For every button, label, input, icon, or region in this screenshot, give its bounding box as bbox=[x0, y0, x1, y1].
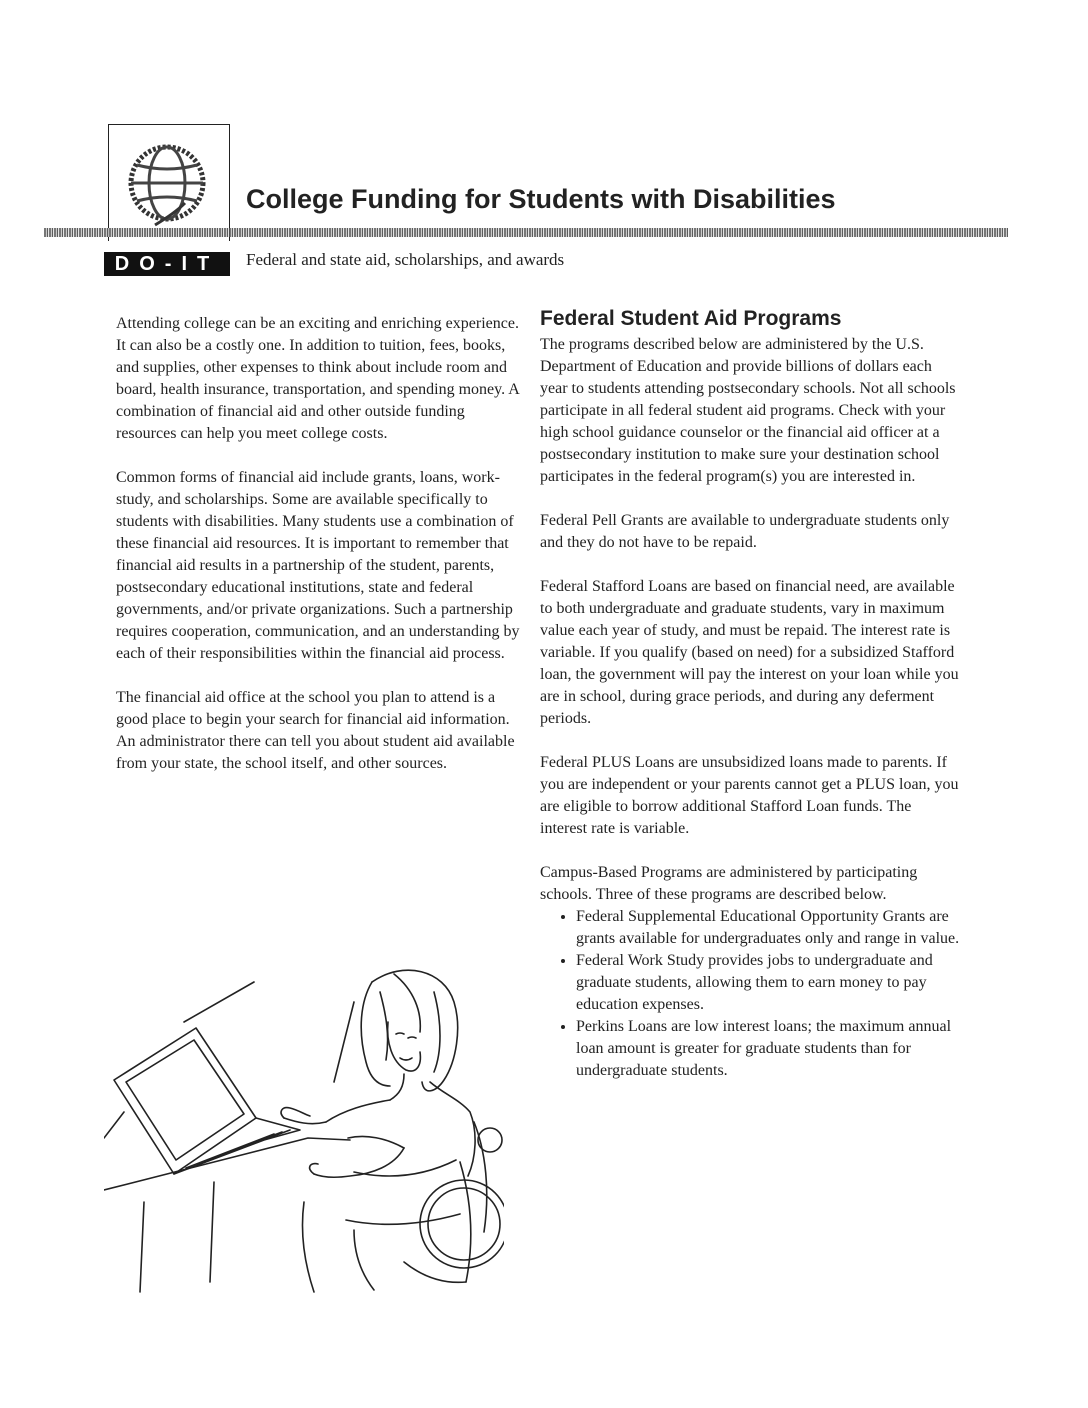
financial-aid-forms-paragraph: Common forms of financial aid include grants, loans, work-study, and scholarships. Some are available specifically to students with disabilities. Many students use a combination of these financial aid resources. It is important to remember that financial aid results in a partnership of the student, parents, postsecondary educational institutions, state and federal governments, and/or private organizations. Such a partnership requires cooperation, communication, and an understanding by each of their responsibilities within the financial aid process. bbox=[116, 469, 520, 662]
programs-intro-paragraph: The programs described below are administered by the U.S. Department of Education and provide billions of dollars each year to students attending postsecondary schools. Not all schools participate in all federal student aid programs. Check with your high school guidance counselor or the financial aid officer at a postsecondary institution to make sure your destination school participates in the federal program(s) you are interested in. bbox=[540, 336, 956, 485]
right-column bbox=[540, 306, 960, 1082]
logo-frame bbox=[108, 124, 230, 241]
pell-grants-lead: Federal Pell Grants bbox=[540, 512, 664, 529]
globe-icon bbox=[115, 133, 221, 235]
plus-loans-lead: Federal PLUS Loans bbox=[540, 754, 675, 771]
student-laptop-illustration bbox=[104, 962, 504, 1302]
campus-programs-paragraph bbox=[540, 862, 960, 906]
campus-programs-list bbox=[540, 906, 960, 1082]
section-heading: Federal Student Aid Programs bbox=[540, 307, 842, 330]
stafford-loans-lead: Federal Stafford Loans bbox=[540, 578, 688, 595]
campus-programs-text: are administered by participating schools. Three of these programs are described below. bbox=[540, 864, 918, 903]
list-item: • Federal Supplemental Educational Opportunity Grants are grants available for undergraduates only and range in value. bbox=[576, 906, 960, 950]
stafford-loans-text: are based on financial need, are available to both undergraduate and graduate students, vary in maximum value each year of study, and must be repaid. The interest rate is variable. If you qualify (based on need) for a subsidized Stafford loan, the government will pay the interest on your loan while you are in school, during grace periods, and during any deferment periods. bbox=[540, 578, 959, 727]
doit-logo: DO-IT bbox=[104, 252, 230, 276]
page-title: College Funding for Students with Disabilities bbox=[246, 184, 836, 214]
plus-loans-paragraph bbox=[540, 752, 960, 840]
left-column bbox=[116, 313, 528, 797]
stafford-loans-paragraph bbox=[540, 576, 960, 730]
financial-aid-office-paragraph: The financial aid office at the school you plan to attend is a good place to begin your search for financial aid information. An administrator there can tell you about student aid available from your state, the school itself, and other sources. bbox=[116, 689, 515, 772]
list-item: • Federal Work Study provides jobs to undergraduate and graduate students, allowing them to earn money to pay education expenses. bbox=[576, 950, 960, 1016]
list-item: • Perkins Loans are low interest loans; the maximum annual loan amount is greater for graduate students than for undergraduate students. bbox=[576, 1016, 960, 1082]
pell-grants-paragraph bbox=[540, 510, 960, 554]
pell-grants-text: are available to undergraduate students only and they do not have to be repaid. bbox=[540, 512, 950, 551]
plus-loans-text: are unsubsidized loans made to parents. If you are independent or your parents cannot get a PLUS loan, you are eligible to borrow additional Stafford Loan funds. The interest rate is variable. bbox=[540, 754, 959, 837]
intro-paragraph: Attending college can be an exciting and enriching experience. It can also be a costly one. In addition to tuition, fees, books, and supplies, other expenses to think about include room and board, health insurance, transportation, and spending money. A combination of financial aid and other outside funding resources can help you meet college costs. bbox=[116, 315, 519, 442]
header-divider bbox=[44, 228, 1008, 237]
page-subtitle: Federal and state aid, scholarships, and awards bbox=[246, 250, 565, 269]
campus-programs-lead: Campus-Based Programs bbox=[540, 864, 703, 881]
